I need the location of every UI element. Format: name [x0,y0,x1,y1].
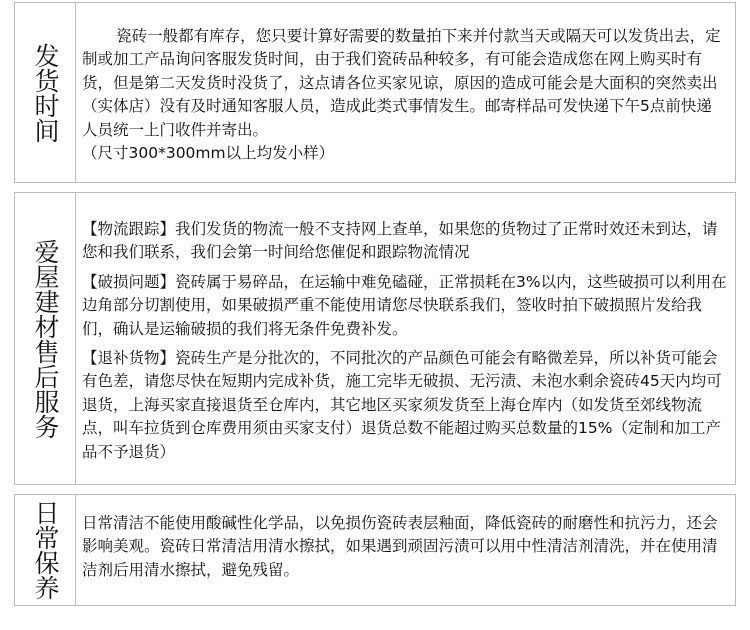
after-sales-section [14,192,736,485]
daily-maintenance-title: 日常保养 [31,500,60,600]
daily-maintenance-section [14,494,736,606]
after-sales-content [76,193,735,484]
shipping-time-content [76,3,735,182]
daily-maintenance-content [76,495,735,605]
after-sales-header-cell [15,193,76,484]
shipping-time-paragraph: 瓷砖一般都有库存，您只要计算好需要的数量拍下来并付款当天或隔天可以发货出去，定制或加工产品询问客服发货时间，由于我们瓷砖品种较多，有可能会造成您在网上购买时有货，但是第二天发货时没货了，这点请各位买家见谅，原因的造成可能会是大面积的突然卖出（实体店）没有及时通知客服人员，造成此类式事情发生。邮寄样品可发快递下午5点前快递人员统一上门收件并寄出。 [82,27,721,139]
shipping-time-header-cell [15,3,76,182]
shipping-time-title: 发货时间 [31,42,60,143]
sample-size-note: （尺寸300*300mm以上均发小样） [82,144,335,163]
after-sales-title: 爱屋建材售后服务 [31,238,60,439]
return-replenish-item: 【退补货物】瓷砖生产是分批次的，不同批次的产品颜色可能会有略微差异，所以补货可能会有色差，请您尽快在短期内完成补货，施工完毕无破损、无污渍、未泡水剩余瓷砖45天内均可退货，上海买家直接退货至仓库内，其它地区买家须发货至上海仓库内（如发货至郊线物流点，叫车拉货到仓库费用须由买家支付）退货总数不能超过购买总数量的15%（定制和加工产品不予退货） [82,349,722,461]
damage-issue-item: 【破损问题】瓷砖属于易碎品，在运输中难免磕碰，正常损耗在3%以内，这些破损可以利用在边角部分切割使用，如果破损严重不能使用请您尽快联系我们，签收时拍下破损照片发给我们，确认是运输破损的我们将无条件免费补发。 [82,272,727,338]
shipping-time-section [14,2,736,183]
logistics-tracking-item: 【物流跟踪】我们发货的物流一般不支持网上查单，如果您的货物过了正常时效还未到达，请您和我们联系，我们会第一时间给您催促和跟踪物流情况 [82,220,718,262]
daily-maintenance-header-cell [15,495,76,605]
daily-maintenance-paragraph: 日常清洁不能使用酸碱性化学品，以免损伤瓷砖表层釉面，降低瓷砖的耐磨性和抗污力，还会影响美观。瓷砖日常清洁用清水擦拭，如果遇到顽固污渍可以用中性清洁剂清洗，并在使用清洁剂后用清水擦拭，避免残留。 [82,514,718,579]
